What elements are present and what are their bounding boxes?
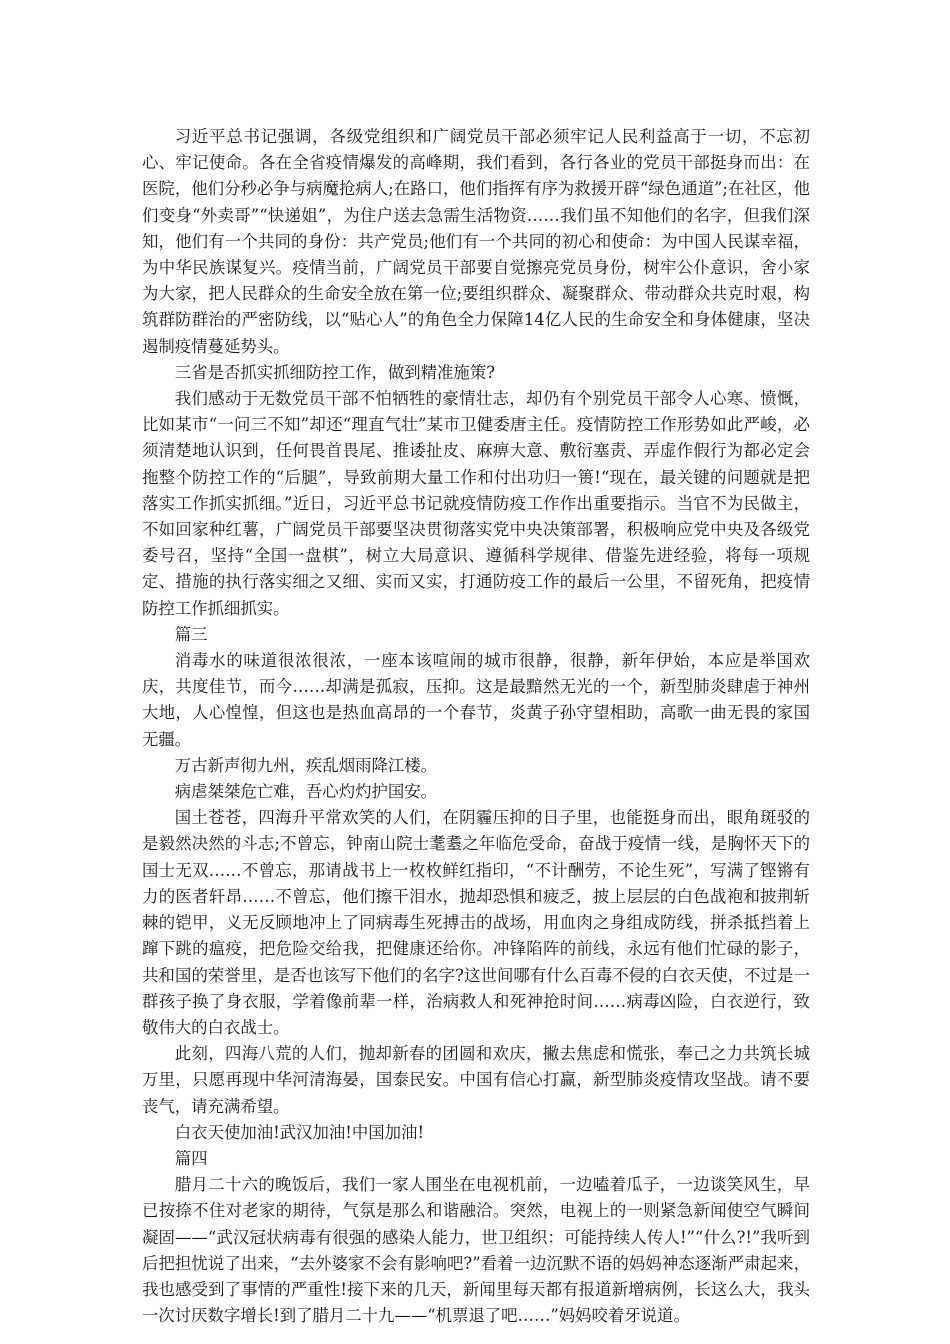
poem-line: 病虐桀桀危亡难，吾心灼灼护国安。 — [174, 782, 438, 802]
document-body — [142, 124, 810, 1329]
paragraph: 此刻，四海八荒的人们，抛却新春的团圆和欢庆，撇去焦虑和慌张，奉己之力共筑长城万里，只愿再现中华河清海晏，国泰民安。中国有信心打赢，新型肺炎疫情攻坚战。请不要丧气，请充满希望。 — [142, 1044, 810, 1116]
paragraph: 白衣天使加油!武汉加油!中国加油! — [174, 1122, 425, 1142]
paragraph: 消毒水的味道很浓很浓，一座本该喧闹的城市很静，很静，新年伊始，本应是举国欢庆，共度佳节，而今……却满是孤寂，压抑。这是最黯然无光的一个，新型肺炎肆虐于神州大地，人心惶惶，但这也是热血高昂的一个春节，炎黄子孙守望相助，高歌一曲无畏的家国无疆。 — [142, 651, 810, 749]
section-heading: 篇三 — [174, 624, 208, 644]
paragraph: 习近平总书记强调，各级党组织和广阔党员干部必须牢记人民利益高于一切，不忘初心、牢记使命。各在全省疫情爆发的高峰期，我们看到，各行各业的党员干部挺身而出：在医院，他们分秒必争与病魔抢病人;在路口，他们指挥有序为救援开辟“绿色通道”;在社区，他们变身“外卖哥”“快递姐”，为住户送去急需生活物资……我们虽不知他们的名字，但我们深知，他们有一个共同的身份：共产党员;他们有一个共同的初心和使命：为中国人民谋幸福，为中华民族谋复兴。疫情当前，广阔党员干部要自觉擦亮党员身份，树牢公仆意识，舍小家为大家，把人民群众的生命安全放在第一位;要组织群众、凝聚群众、带动群众共克时艰，构筑群防群治的严密防线，以“贴心人”的角色全力保障14亿人民的生命安全和身体健康，坚决遏制疫情蔓延势头。 — [142, 127, 810, 356]
paragraph: 国土苍苍，四海升平常欢笑的人们，在阴霾压抑的日子里，也能挺身而出，眼角斑驳的是毅然决然的斗志;不曾忘，钟南山院士耄耋之年临危受命，奋战于疫情一线，是胸怀天下的国士无双……不曾忘，那请战书上一枚枚鲜红指印，“不计酬劳，不论生死”，写满了铿锵有力的医者轩昂……不曾忘，他们擦干泪水，抛却恐惧和疲乏，披上层层的白色战袍和披荆斩棘的铠甲，义无反顾地冲上了同病毒生死搏击的战场，用血肉之身组成防线，拼杀抵挡着上蹿下跳的瘟疫，把危险交给我，把健康还给你。冲锋陷阵的前线，永远有他们忙碌的影子，共和国的荣誉里，是否也该写下他们的名字?这世间哪有什么百毒不侵的白衣天使，不过是一群孩子换了身衣服，学着像前辈一样，治病救人和死神抢时间……病毒凶险，白衣逆行，致敬伟大的白衣战士。 — [142, 808, 810, 1037]
section-heading: 篇四 — [174, 1148, 208, 1168]
paragraph: 我们感动于无数党员干部不怕牺牲的豪情壮志，却仍有个别党员干部令人心寒、愤慨，比如某市“一问三不知”却还“理直气壮”某市卫健委唐主任。疫情防控工作形势如此严峻，必须清楚地认识到，任何畏首畏尾、推诿扯皮、麻痹大意、敷衍塞责、弄虚作假行为都必定会拖整个防控工作的“后腿”，导致前期大量工作和付出功归一篑!“现在，最关键的问题就是把落实工作抓实抓细。”近日，习近平总书记就疫情防疫工作作出重要指示。当官不为民做主，不如回家种红薯，广阔党员干部要坚决贯彻落实党中央决策部署，积极响应党中央及各级党委号召，坚持“全国一盘棋”，树立大局意识、遵循科学规律、借鉴先进经验，将每一项规定、措施的执行落实细之又细、实而又实，打通防疫工作的最后一公里，不留死角，把疫情防控工作抓细抓实。 — [142, 389, 810, 618]
poem-line: 万古新声彻九州，疾乱烟雨降江楼。 — [174, 755, 438, 775]
paragraph: 腊月二十六的晚饭后，我们一家人围坐在电视机前，一边嗑着瓜子，一边谈笑风生，早已按捺不住对老家的期待，气氛是那么和谐融洽。突然，电视上的一则紧急新闻使空气瞬间凝固——“武汉冠状病毒有很强的感染人能力，世卫组织：可能持续人传人!”“什么?!”我听到后把担忧说了出来，“去外婆家不会有影响吧?”看着一边沉默不语的妈妈神态逐渐严肃起来，我也感受到了事情的严重性!接下来的几天，新闻里每天都有报道新增病例，长这么大，我头一次讨厌数字增长!到了腊月二十九——“机票退了吧……”妈妈咬着牙说道。 — [142, 1175, 810, 1326]
paragraph: 三省是否抓实抓细防控工作，做到精准施策? — [174, 362, 496, 382]
